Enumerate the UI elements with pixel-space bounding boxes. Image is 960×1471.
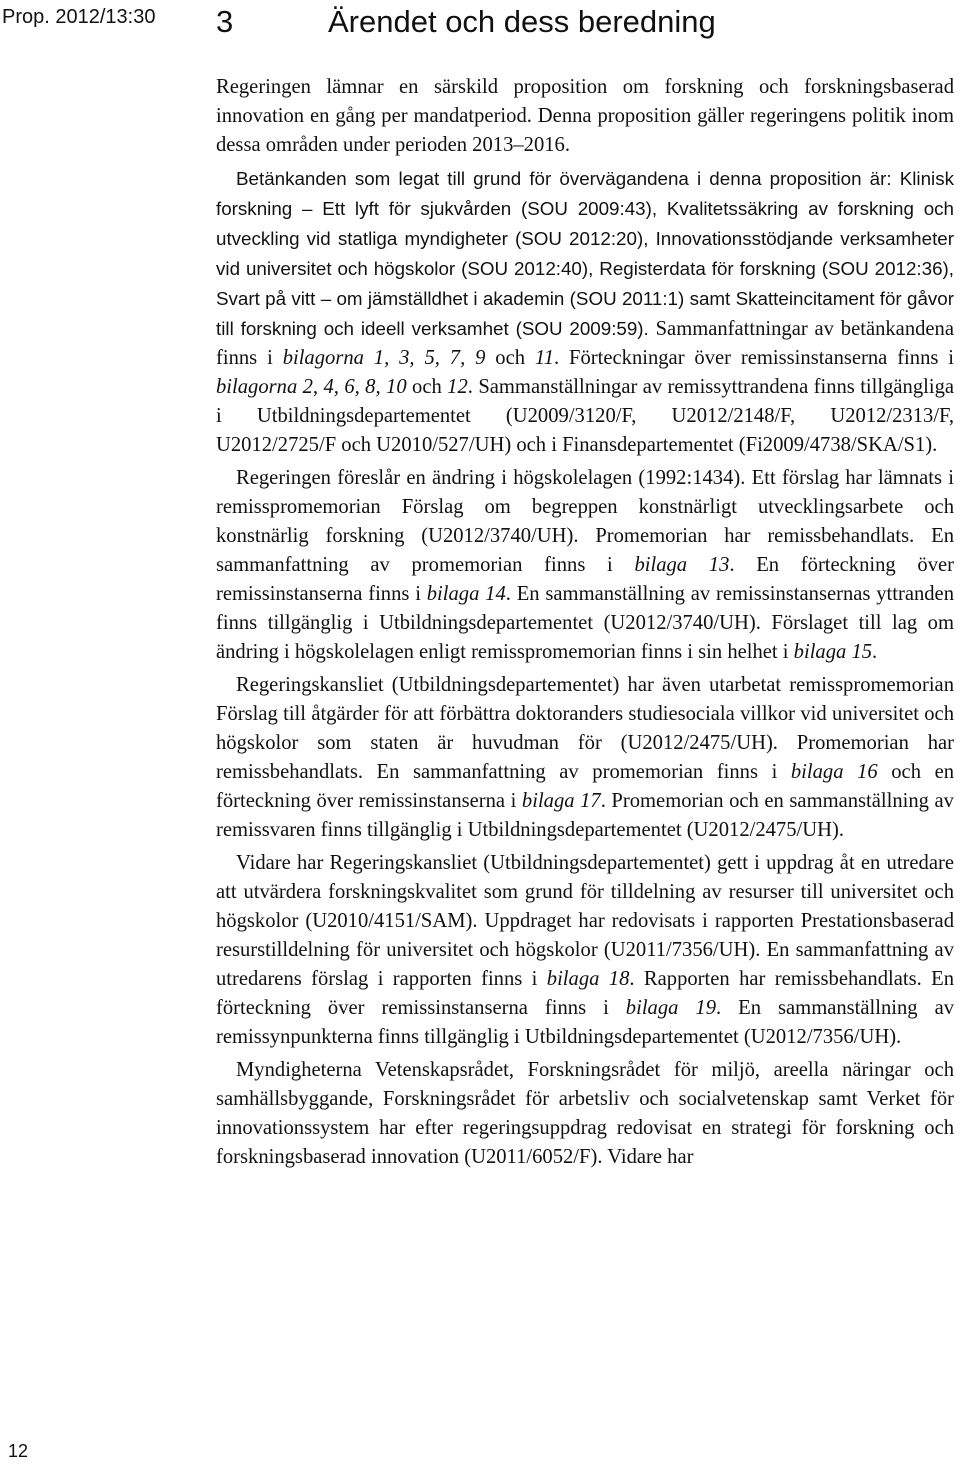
appendix-reference: bilagorna 2, 4, 6, 8, 10 xyxy=(216,376,407,398)
chapter-heading xyxy=(216,2,716,42)
paragraph-strategy xyxy=(216,1056,954,1172)
paragraph-text: och xyxy=(485,347,535,369)
page-number: 12 xyxy=(8,1441,29,1461)
paragraph-reports xyxy=(216,164,954,460)
appendix-reference: bilaga 16 xyxy=(790,761,878,783)
appendix-reference: 12 xyxy=(447,376,468,398)
paragraph-text: . En sammanställning av remissynpunkterna finns tillgänglig i Utbildningsdepartementet (U2012/7356/UH). xyxy=(216,997,955,1048)
paragraph-text: Regeringen lämnar en särskild proposition om forskning och forskningsbaserad innovation en gång per mandatperiod. Denna proposition gäller regeringens politik inom dessa områden under perioden 2013–2016. xyxy=(216,76,954,156)
paragraph-text: Regeringen föreslår en ändring i högskolelagen (1992:1434). Ett förslag har lämnats i remisspromemorian Förslag om begreppen konstnärligt utvecklingsarbete och konstnärlig forskning (U2012/3740/UH). Promemorian har remissbehandlats. En sammanfattning av promemorian finns i xyxy=(216,467,954,576)
appendix-reference: bilaga 15 xyxy=(793,641,873,663)
chapter-number: 3 xyxy=(216,4,234,39)
paragraph-text: Betänkanden som legat till grund för övervägandena i denna proposition är: Klinisk forskning – Ett lyft för sjukvården (SOU 2009:43), Kvalitetssäkring av forskning och utveckling vid statliga myndigheter (SOU 2012:20), Innovationsstödjande verksamheter vid universitet och högskolor (SOU 2012:40), Registerdata för forskning (SOU 2012:36), Svart på vitt – om jämställdhet i akademin (SOU 2011:1) samt Skatteincitament för gåvor till forskning och ideell verksamhet (SOU 2009:59). xyxy=(216,168,954,339)
appendix-reference: bilaga 18 xyxy=(546,968,630,990)
appendix-reference: bilaga 19 xyxy=(625,997,717,1019)
paragraph-text: . En förteckning över remissinstanserna finns i xyxy=(216,554,954,605)
appendix-reference: bilagorna 1, 3, 5, 7, 9 xyxy=(282,347,486,369)
appendix-reference: bilaga 17 xyxy=(521,790,601,812)
paragraph-text: och xyxy=(406,376,448,398)
paragraph-text: . Sammanställningar av remissyttrandena finns tillgängliga i Utbildningsdepartementet (U2009/3120/F, U2012/2148/F, U2012/2313/F, U2012/2725/F och U2010/527/UH) och i Finansdepartementet (Fi2009/4738/SKA/S1). xyxy=(216,376,955,456)
paragraph-text: . En sammanställning av remissinstansernas yttranden finns tillgänglig i Utbildningsdepartementet (U2012/3740/UH). Förslaget till lag om ändring i högskolelagen enligt remisspromemorian finns i sin helhet i xyxy=(216,583,954,663)
paragraph-text: Regeringskansliet (Utbildningsdepartementet) har även utarbetat remisspromemorian Förslag till åtgärder för att förbättra doktoranders studiesociala villkor vid universitet och högskolor som staten är huvudman för (U2012/2475/UH). Promemorian har remissbehandlats. En sammanfattning av promemorian finns i xyxy=(216,674,954,783)
paragraph-research-quality xyxy=(216,849,954,1052)
paragraph-text: . xyxy=(872,641,878,663)
paragraph-doctoral-conditions xyxy=(216,671,954,845)
paragraph-text: Sammanfattningar av betänkandena finns i xyxy=(216,318,954,369)
paragraph-higher-education-act xyxy=(216,464,954,667)
paragraph-text: . Rapporten har remissbehandlats. En förteckning över remissinstanserna finns i xyxy=(216,968,954,1019)
document-reference: Prop. 2012/13:30 xyxy=(2,6,156,28)
paragraph-text: . Förteckningar över remissinstanserna finns i xyxy=(554,347,954,369)
chapter-title: Ärendet och dess beredning xyxy=(328,4,716,39)
paragraph-text: . Promemorian och en sammanställning av remissvaren finns tillgänglig i Utbildningsdepartementet (U2012/2475/UH). xyxy=(216,790,954,841)
paragraph-intro xyxy=(216,73,954,160)
appendix-reference: bilaga 13 xyxy=(634,554,730,576)
appendix-reference: bilaga 14 xyxy=(426,583,506,605)
paragraph-text: Myndigheterna Vetenskapsrådet, Forskningsrådet för miljö, areella näringar och samhällsbyggande, Forskningsrådet för arbetsliv och socialvetenskap samt Verket för innovationssystem har efter regeringsuppdrag redovisat en strategi för forskning och forskningsbaserad innovation (U2011/6052/F). Vidare har xyxy=(216,1059,954,1168)
chapter-body xyxy=(216,73,954,1176)
appendix-reference: 11 xyxy=(534,347,554,369)
paragraph-text: Vidare har Regeringskansliet (Utbildningsdepartementet) gett i uppdrag åt en utredare att utvärdera forskningskvalitet som grund för tilldelning av resurser till universitet och högskolor (U2010/4151/SAM). Uppdraget har redovisats i rapporten Prestationsbaserad resurstilldelning för universitet och högskolor (U2011/7356/UH). En sammanfattning av utredarens förslag i rapporten finns i xyxy=(216,852,954,990)
paragraph-text: och en förteckning över remissinstanserna i xyxy=(216,761,955,812)
